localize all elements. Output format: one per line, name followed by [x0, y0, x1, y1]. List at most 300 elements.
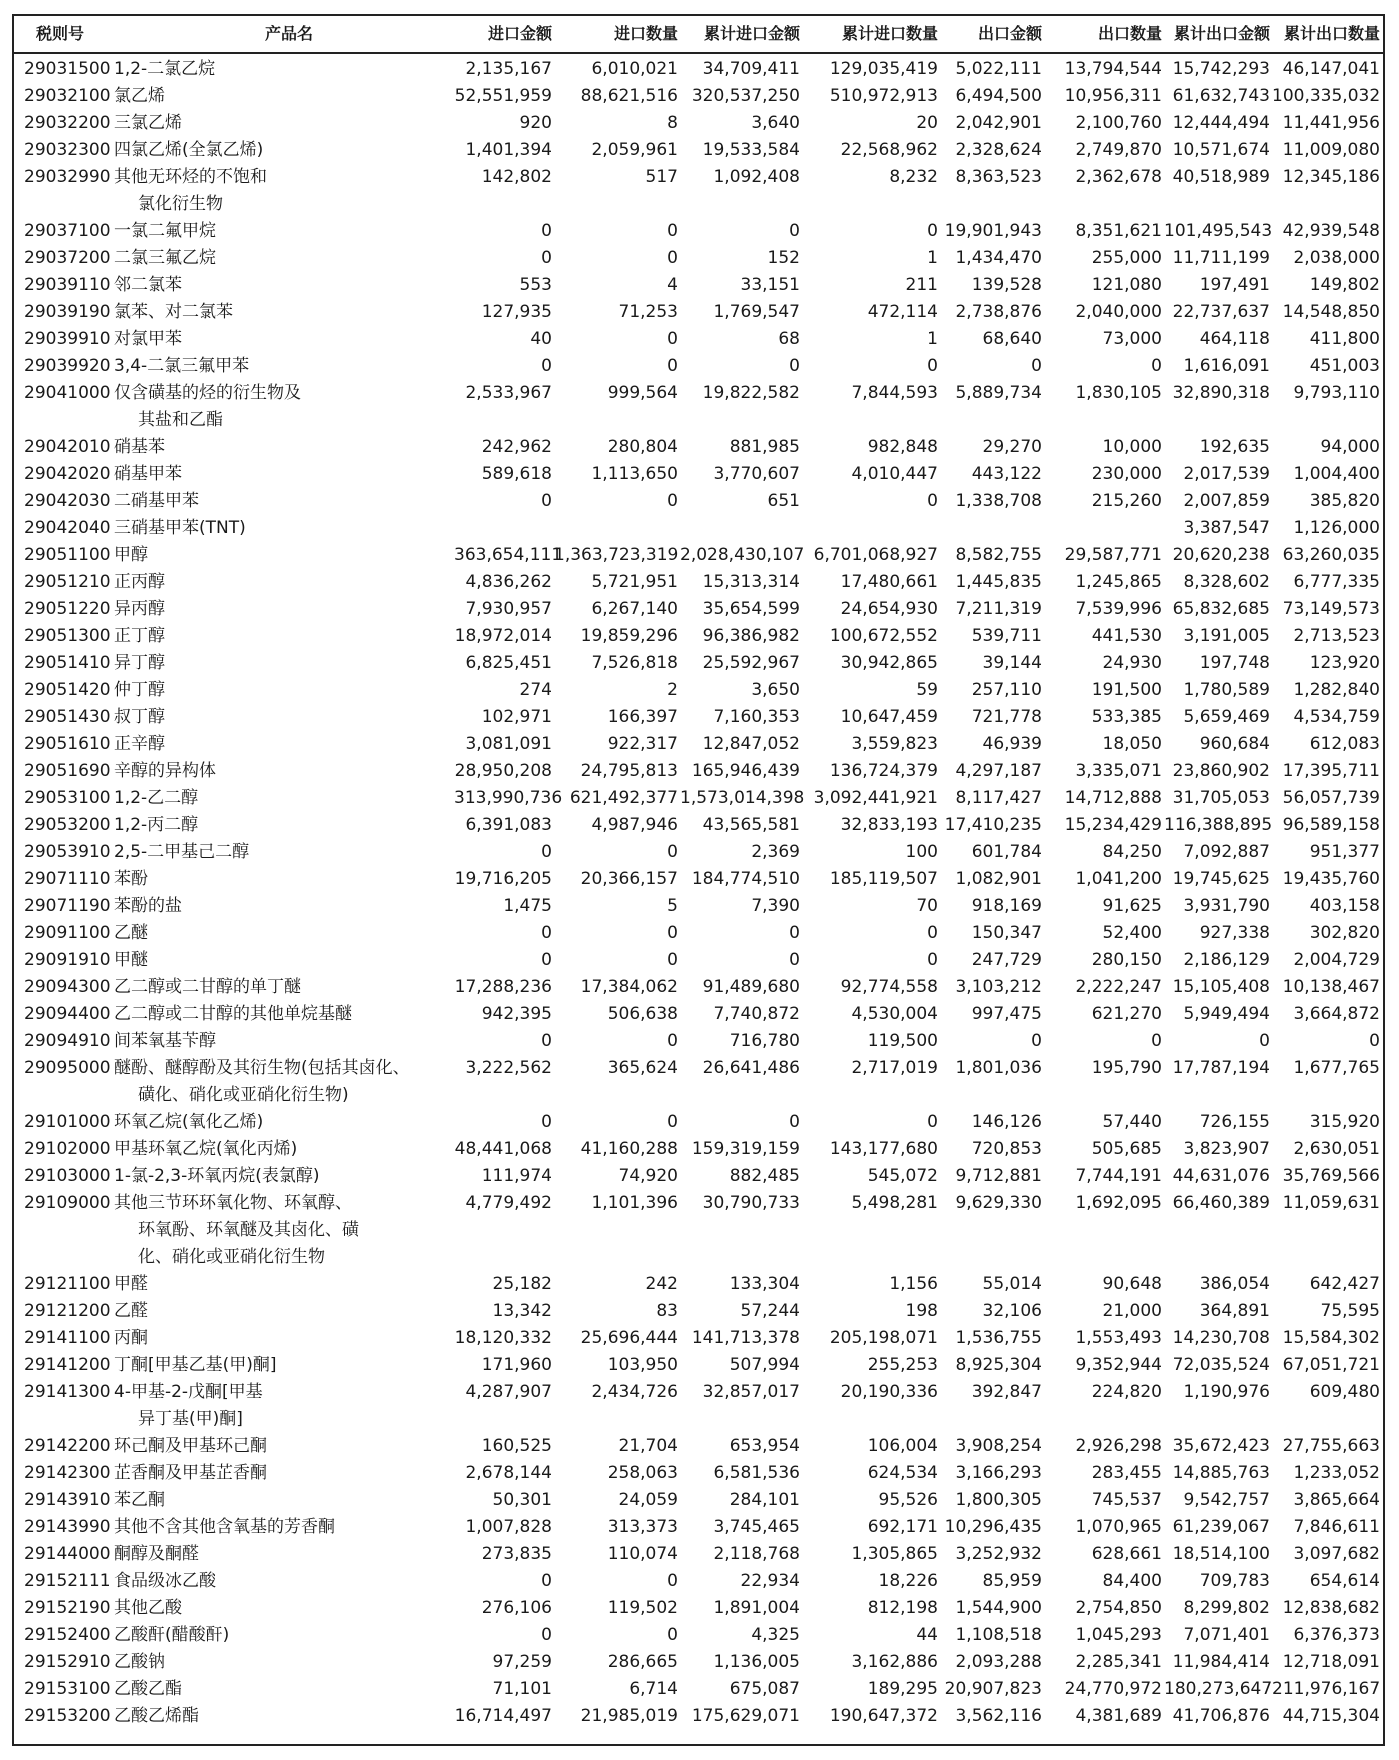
product-name-line: 甲醇 [114, 545, 148, 565]
cumulative-import-value: 0 [789, 221, 800, 241]
tariff-code: 29037200 [24, 248, 111, 268]
product-name [114, 623, 459, 650]
cumulative-import-value: 133,304 [729, 1274, 800, 1294]
product-name [114, 650, 459, 677]
cumulative-export-quantity: 1,004,400 [1293, 464, 1380, 484]
import-quantity: 0 [667, 950, 678, 970]
product-name-line: 1-氯-2,3-环氧丙烷(表氯醇) [114, 1166, 320, 1186]
import-value: 1,007,828 [465, 1517, 552, 1537]
import-value: 3,222,562 [465, 1058, 552, 1078]
export-quantity: 1,692,095 [1075, 1193, 1162, 1213]
tariff-code: 29103000 [24, 1166, 111, 1186]
export-quantity: 91,625 [1102, 896, 1162, 916]
cumulative-import-value: 716,780 [729, 1031, 800, 1051]
product-name [114, 947, 459, 974]
import-value: 4,836,262 [465, 572, 552, 592]
tariff-code: 29032300 [24, 140, 111, 160]
table-row [14, 1136, 1383, 1163]
product-name [114, 1595, 459, 1622]
cumulative-import-value: 19,822,582 [702, 383, 800, 403]
product-name [114, 1055, 459, 1109]
product-name [114, 974, 459, 1001]
cumulative-import-value: 159,319,159 [691, 1139, 800, 1159]
product-name-line: 辛醇的异构体 [114, 761, 216, 781]
import-quantity: 41,160,288 [580, 1139, 678, 1159]
import-quantity: 8 [667, 113, 678, 133]
product-name-line: 异丁基(甲)酮] [138, 1409, 243, 1429]
header-cumulative-export-value: 累计出口金额 [1173, 24, 1270, 43]
product-name-line: 苯酚的盐 [114, 896, 182, 916]
table-row [14, 542, 1383, 569]
product-name-line: 环己酮及甲基环己酮 [114, 1436, 267, 1456]
cumulative-import-value: 15,313,314 [702, 572, 800, 592]
table-row [14, 299, 1383, 326]
import-quantity: 166,397 [607, 707, 678, 727]
cumulative-export-quantity: 15,584,302 [1282, 1328, 1380, 1348]
product-name [114, 515, 459, 542]
import-value: 17,288,236 [454, 977, 552, 997]
product-name [114, 326, 459, 353]
export-value: 392,847 [971, 1382, 1042, 1402]
product-name [114, 110, 459, 137]
product-name-line: 食品级冰乙酸 [114, 1571, 216, 1591]
cumulative-export-value: 65,832,685 [1172, 599, 1270, 619]
export-value: 10,296,435 [944, 1517, 1042, 1537]
export-quantity: 505,685 [1091, 1139, 1162, 1159]
cumulative-import-value: 882,485 [729, 1166, 800, 1186]
cumulative-export-quantity: 642,427 [1309, 1274, 1380, 1294]
import-value: 2,533,967 [465, 383, 552, 403]
product-name [114, 677, 459, 704]
header-cumulative-import-value: 累计进口金额 [703, 24, 800, 43]
tariff-code: 29032990 [24, 167, 111, 187]
product-name-line: 正丙醇 [114, 572, 165, 592]
export-value: 9,712,881 [955, 1166, 1042, 1186]
export-quantity: 121,080 [1091, 275, 1162, 295]
export-quantity: 90,648 [1102, 1274, 1162, 1294]
cumulative-export-value: 960,684 [1199, 734, 1270, 754]
tariff-code: 29094910 [24, 1031, 111, 1051]
product-name [114, 1352, 459, 1379]
product-name [114, 218, 459, 245]
import-quantity: 517 [645, 167, 678, 187]
cumulative-export-value: 5,949,494 [1183, 1004, 1270, 1024]
product-name-line: 丙酮 [114, 1328, 148, 1348]
import-value: 0 [541, 1571, 552, 1591]
product-name [114, 1109, 459, 1136]
product-name [114, 542, 459, 569]
cumulative-export-quantity: 6,777,335 [1293, 572, 1380, 592]
export-value: 1,800,305 [955, 1490, 1042, 1510]
import-value: 942,395 [481, 1004, 552, 1024]
cumulative-export-quantity: 96,589,158 [1282, 815, 1380, 835]
cumulative-export-quantity: 411,800 [1309, 329, 1380, 349]
cumulative-export-value: 386,054 [1199, 1274, 1270, 1294]
product-name [114, 785, 459, 812]
product-name-line: 异丁醇 [114, 653, 165, 673]
cumulative-export-quantity: 27,755,663 [1282, 1436, 1380, 1456]
export-value: 2,738,876 [955, 302, 1042, 322]
cumulative-import-value: 2,028,430,107 [680, 545, 805, 565]
import-quantity: 1,113,650 [591, 464, 678, 484]
cumulative-import-value: 0 [789, 950, 800, 970]
table-row [14, 623, 1383, 650]
import-quantity: 0 [667, 491, 678, 511]
cumulative-import-value: 96,386,982 [702, 626, 800, 646]
cumulative-export-value: 66,460,389 [1172, 1193, 1270, 1213]
cumulative-export-quantity: 3,865,664 [1293, 1490, 1380, 1510]
product-name [114, 1541, 459, 1568]
export-quantity: 1,245,865 [1075, 572, 1162, 592]
cumulative-import-quantity: 106,004 [867, 1436, 938, 1456]
import-value: 1,475 [503, 896, 552, 916]
import-value: 28,950,208 [454, 761, 552, 781]
import-quantity: 19,859,296 [580, 626, 678, 646]
cumulative-import-value: 881,985 [729, 437, 800, 457]
product-name [114, 1136, 459, 1163]
export-quantity: 13,794,544 [1064, 59, 1162, 79]
cumulative-export-value: 3,823,907 [1183, 1139, 1270, 1159]
import-value: 920 [519, 113, 552, 133]
cumulative-import-quantity: 545,072 [867, 1166, 938, 1186]
cumulative-import-quantity: 1 [927, 329, 938, 349]
product-name-line: 间苯氧基苄醇 [114, 1031, 216, 1051]
table-header [14, 16, 1383, 54]
cumulative-export-value: 11,984,414 [1172, 1652, 1270, 1672]
table-row [14, 785, 1383, 812]
export-quantity: 2,040,000 [1075, 302, 1162, 322]
import-quantity: 6,267,140 [591, 599, 678, 619]
product-name [114, 569, 459, 596]
cumulative-export-quantity: 14,548,850 [1282, 302, 1380, 322]
tariff-code: 29143990 [24, 1517, 111, 1537]
cumulative-export-quantity: 94,000 [1320, 437, 1380, 457]
import-quantity: 4 [667, 275, 678, 295]
product-name-line: 醚酚、醚醇酚及其衍生物(包括其卤化、 [114, 1058, 410, 1078]
import-value: 19,716,205 [454, 869, 552, 889]
tariff-code: 29153200 [24, 1706, 111, 1726]
product-name-line: 乙二醇或二甘醇的单丁醚 [114, 977, 301, 997]
export-value: 20,907,823 [944, 1679, 1042, 1699]
product-name-line: 乙酸钠 [114, 1652, 165, 1672]
product-name [114, 353, 459, 380]
cumulative-export-value: 12,444,494 [1172, 113, 1270, 133]
table-row [14, 1595, 1383, 1622]
export-quantity: 0 [1151, 356, 1162, 376]
cumulative-import-value: 152 [767, 248, 800, 268]
cumulative-import-quantity: 982,848 [867, 437, 938, 457]
import-value: 97,259 [492, 1652, 552, 1672]
cumulative-export-value: 15,105,408 [1172, 977, 1270, 997]
cumulative-export-value: 197,491 [1199, 275, 1270, 295]
cumulative-import-quantity: 211 [905, 275, 938, 295]
cumulative-import-value: 651 [767, 491, 800, 511]
import-quantity: 0 [667, 923, 678, 943]
cumulative-export-value: 7,092,887 [1183, 842, 1270, 862]
import-value: 48,441,068 [454, 1139, 552, 1159]
cumulative-export-value: 7,071,401 [1183, 1625, 1270, 1645]
cumulative-import-value: 30,790,733 [702, 1193, 800, 1213]
table-row [14, 758, 1383, 785]
import-value: 13,342 [492, 1301, 552, 1321]
cumulative-import-value: 19,533,584 [702, 140, 800, 160]
product-name [114, 812, 459, 839]
export-value: 46,939 [982, 734, 1042, 754]
tariff-code: 29051410 [24, 653, 111, 673]
cumulative-export-quantity: 2,038,000 [1293, 248, 1380, 268]
product-name [114, 596, 459, 623]
cumulative-export-value: 40,518,989 [1172, 167, 1270, 187]
product-name [114, 83, 459, 110]
import-value: 589,618 [481, 464, 552, 484]
cumulative-export-value: 14,885,763 [1172, 1463, 1270, 1483]
cumulative-import-value: 0 [789, 1112, 800, 1132]
table-row [14, 380, 1383, 434]
cumulative-export-quantity: 12,345,186 [1282, 167, 1380, 187]
table-row [14, 56, 1383, 83]
export-value: 1,536,755 [955, 1328, 1042, 1348]
header-tariff-code: 税则号 [35, 24, 84, 43]
import-value: 0 [541, 356, 552, 376]
import-quantity: 506,638 [607, 1004, 678, 1024]
header-import-value: 进口金额 [487, 24, 552, 43]
cumulative-export-value: 35,672,423 [1172, 1436, 1270, 1456]
tariff-code: 29032200 [24, 113, 111, 133]
cumulative-export-quantity: 315,920 [1309, 1112, 1380, 1132]
tariff-code: 29102000 [24, 1139, 111, 1159]
cumulative-import-quantity: 4,010,447 [851, 464, 938, 484]
cumulative-import-quantity: 8,232 [889, 167, 938, 187]
product-name [114, 1568, 459, 1595]
export-quantity: 3,335,071 [1075, 761, 1162, 781]
cumulative-import-value: 141,713,378 [691, 1328, 800, 1348]
import-value: 142,802 [481, 167, 552, 187]
import-value: 50,301 [492, 1490, 552, 1510]
product-name-line: 环氧酚、环氧醚及其卤化、磺 [138, 1220, 359, 1240]
export-quantity: 195,790 [1091, 1058, 1162, 1078]
import-quantity: 0 [667, 1031, 678, 1051]
cumulative-export-quantity: 1,677,765 [1293, 1058, 1380, 1078]
cumulative-export-value: 2,007,859 [1183, 491, 1270, 511]
cumulative-import-quantity: 472,114 [867, 302, 938, 322]
export-quantity: 15,234,429 [1064, 815, 1162, 835]
export-quantity: 21,000 [1102, 1301, 1162, 1321]
product-name-line: 乙醚 [114, 923, 148, 943]
product-name [114, 434, 459, 461]
cumulative-export-value: 9,542,757 [1183, 1490, 1270, 1510]
cumulative-import-quantity: 0 [927, 923, 938, 943]
product-name-line: 乙二醇或二甘醇的其他单烷基醚 [114, 1004, 352, 1024]
product-name [114, 461, 459, 488]
table-row [14, 164, 1383, 218]
table-row [14, 866, 1383, 893]
export-value: 7,211,319 [955, 599, 1042, 619]
import-value: 6,391,083 [465, 815, 552, 835]
product-name-line: 甲醚 [114, 950, 148, 970]
export-quantity: 2,285,341 [1075, 1652, 1162, 1672]
import-quantity: 21,985,019 [580, 1706, 678, 1726]
product-name-line: 其他乙酸 [114, 1598, 182, 1618]
cumulative-import-quantity: 10,647,459 [840, 707, 938, 727]
export-quantity: 10,000 [1102, 437, 1162, 457]
cumulative-import-quantity: 129,035,419 [829, 59, 938, 79]
cumulative-import-value: 91,489,680 [702, 977, 800, 997]
product-name [114, 1622, 459, 1649]
cumulative-export-value: 15,742,293 [1172, 59, 1270, 79]
import-quantity: 999,564 [607, 383, 678, 403]
tariff-code: 29051430 [24, 707, 111, 727]
table-row [14, 893, 1383, 920]
export-quantity: 745,537 [1091, 1490, 1162, 1510]
import-value: 102,971 [481, 707, 552, 727]
export-value: 721,778 [971, 707, 1042, 727]
product-name-line: 苯乙酮 [114, 1490, 165, 1510]
export-quantity: 9,352,944 [1075, 1355, 1162, 1375]
tariff-code: 29071190 [24, 896, 111, 916]
table-row [14, 83, 1383, 110]
table-row [14, 596, 1383, 623]
cumulative-export-quantity: 73,149,573 [1282, 599, 1380, 619]
product-name-line: 2,5-二甲基己二醇 [114, 842, 250, 862]
cumulative-export-value: 464,118 [1199, 329, 1270, 349]
cumulative-export-quantity: 403,158 [1309, 896, 1380, 916]
tariff-code: 29032100 [24, 86, 111, 106]
export-value: 1,338,708 [955, 491, 1042, 511]
import-quantity: 621,492,377 [569, 788, 678, 808]
tariff-code: 29144000 [24, 1544, 111, 1564]
tariff-code: 29109000 [24, 1193, 111, 1213]
import-quantity: 0 [667, 329, 678, 349]
cumulative-import-value: 68 [778, 329, 800, 349]
export-value: 85,959 [982, 1571, 1042, 1591]
export-quantity: 1,070,965 [1075, 1517, 1162, 1537]
header-cumulative-import-quantity: 累计进口数量 [841, 24, 938, 43]
product-name [114, 299, 459, 326]
export-quantity: 2,749,870 [1075, 140, 1162, 160]
product-name-line: 酮醇及酮醛 [114, 1544, 199, 1564]
cumulative-export-value: 8,328,602 [1183, 572, 1270, 592]
import-value: 0 [541, 1031, 552, 1051]
cumulative-import-value: 43,565,581 [702, 815, 800, 835]
tariff-code: 29039910 [24, 329, 111, 349]
cumulative-export-quantity: 385,820 [1309, 491, 1380, 511]
cumulative-import-quantity: 20,190,336 [840, 1382, 938, 1402]
cumulative-export-value: 19,745,625 [1172, 869, 1270, 889]
export-quantity: 2,754,850 [1075, 1598, 1162, 1618]
product-name [114, 1514, 459, 1541]
cumulative-export-value: 3,387,547 [1183, 518, 1270, 538]
export-value: 1,082,901 [955, 869, 1042, 889]
cumulative-export-value: 18,514,100 [1172, 1544, 1270, 1564]
product-name [114, 1190, 459, 1271]
export-quantity: 10,956,311 [1064, 86, 1162, 106]
cumulative-export-quantity: 654,614 [1309, 1571, 1380, 1591]
import-value: 242,962 [481, 437, 552, 457]
export-quantity: 7,744,191 [1075, 1166, 1162, 1186]
table-row [14, 1298, 1383, 1325]
cumulative-export-value: 23,860,902 [1172, 761, 1270, 781]
tariff-code: 29042040 [24, 518, 111, 538]
cumulative-export-quantity: 75,595 [1320, 1301, 1380, 1321]
header-import-quantity: 进口数量 [613, 24, 678, 43]
export-value: 68,640 [982, 329, 1042, 349]
cumulative-export-value: 10,571,674 [1172, 140, 1270, 160]
table-row [14, 137, 1383, 164]
export-value: 0 [1031, 1031, 1042, 1051]
tariff-code: 29042010 [24, 437, 111, 457]
cumulative-export-quantity: 35,769,566 [1282, 1166, 1380, 1186]
table-row [14, 1703, 1383, 1730]
cumulative-import-value: 7,390 [751, 896, 800, 916]
cumulative-export-value: 726,155 [1199, 1112, 1270, 1132]
product-name-line: 二硝基甲苯 [114, 491, 199, 511]
export-quantity: 628,661 [1091, 1544, 1162, 1564]
export-value: 1,801,036 [955, 1058, 1042, 1078]
cumulative-import-value: 25,592,967 [702, 653, 800, 673]
import-quantity: 2,434,726 [591, 1382, 678, 1402]
import-quantity: 103,950 [607, 1355, 678, 1375]
product-name-line: 1,2-丙二醇 [114, 815, 199, 835]
cumulative-export-value: 22,737,637 [1172, 302, 1270, 322]
table-row [14, 434, 1383, 461]
product-name [114, 1379, 459, 1433]
cumulative-export-value: 8,299,802 [1183, 1598, 1270, 1618]
import-quantity: 21,704 [618, 1436, 678, 1456]
table-row [14, 1028, 1383, 1055]
tariff-code: 29042020 [24, 464, 111, 484]
export-value: 2,093,288 [955, 1652, 1042, 1672]
cumulative-import-value: 1,769,547 [713, 302, 800, 322]
import-quantity: 24,795,813 [580, 761, 678, 781]
import-quantity: 83 [656, 1301, 678, 1321]
table-row [14, 1325, 1383, 1352]
tariff-code: 29031500 [24, 59, 111, 79]
table-row [14, 947, 1383, 974]
cumulative-export-quantity: 2,713,523 [1293, 626, 1380, 646]
export-value: 6,494,500 [955, 86, 1042, 106]
import-value: 7,930,957 [465, 599, 552, 619]
import-value: 274 [519, 680, 552, 700]
product-name-line: 三硝基甲苯(TNT) [114, 518, 246, 538]
cumulative-import-value: 22,934 [740, 1571, 800, 1591]
cumulative-import-quantity: 0 [927, 491, 938, 511]
cumulative-import-value: 320,537,250 [691, 86, 800, 106]
tariff-code: 29042030 [24, 491, 111, 511]
product-name [114, 488, 459, 515]
product-name-line: 丁酮[甲基乙基(甲)酮] [114, 1355, 277, 1375]
cumulative-export-quantity: 149,802 [1309, 275, 1380, 295]
cumulative-export-quantity: 7,846,611 [1293, 1517, 1380, 1537]
cumulative-export-quantity: 612,083 [1309, 734, 1380, 754]
product-name-line: 对氯甲苯 [114, 329, 182, 349]
product-name [114, 56, 459, 83]
cumulative-export-value: 17,787,194 [1172, 1058, 1270, 1078]
cumulative-import-quantity: 136,724,379 [829, 761, 938, 781]
export-quantity: 0 [1151, 1031, 1162, 1051]
table-row [14, 839, 1383, 866]
import-value: 171,960 [481, 1355, 552, 1375]
cumulative-import-value: 0 [789, 356, 800, 376]
import-quantity: 0 [667, 356, 678, 376]
product-name-line: 乙酸乙酯 [114, 1679, 182, 1699]
cumulative-import-quantity: 5,498,281 [851, 1193, 938, 1213]
tariff-code: 29051300 [24, 626, 111, 646]
cumulative-import-quantity: 0 [927, 1112, 938, 1132]
cumulative-import-quantity: 812,198 [867, 1598, 938, 1618]
product-name-line: 1,2-乙二醇 [114, 788, 199, 808]
export-value: 0 [1031, 356, 1042, 376]
cumulative-import-quantity: 692,171 [867, 1517, 938, 1537]
